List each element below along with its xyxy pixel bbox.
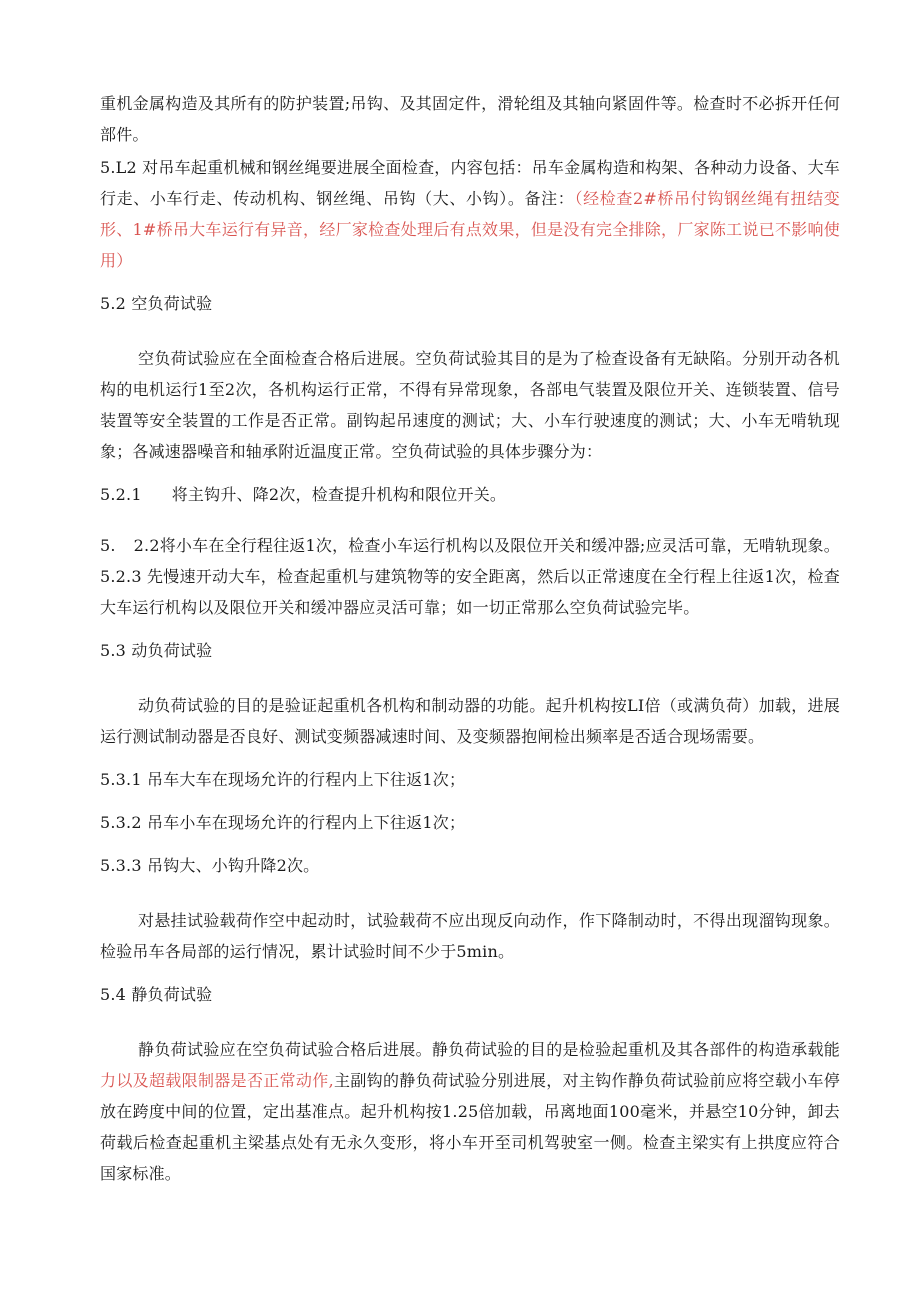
step-5-3-3: 5.3.3 吊钩大、小钩升降2次。 xyxy=(100,856,320,875)
static-load-text-a: 静负荷试验应在空负荷试验合格后进展。静负荷试验的目的是检验起重机及其各部件的构造承载能 xyxy=(138,1040,840,1059)
step-5-3-2: 5.3.2 吊车小车在现场允许的行程内上下往返1次； xyxy=(100,813,466,832)
section-5-1-2 xyxy=(100,152,840,276)
heading-5-4: 5.4 静负荷试验 xyxy=(100,985,213,1004)
paragraph-static-load-test xyxy=(100,1034,840,1189)
step-5-2-1 xyxy=(100,479,840,510)
paragraph-suspended-load: 对悬挂试验载荷作空中起动时，试验载荷不应出现反向动作，作下降制动时，不得出现溜钩现象。检验吊车各局部的运行情况，累计试验时间不少于5min。 xyxy=(100,911,840,961)
step-5-2-3: 5.2.3 先慢速开动大车，检查起重机与建筑物等的安全距离，然后以正常速度在全行程上往返1次，检查大车运行机构以及限位开关和缓冲器应灵活可靠；如一切正常那么空负荷试验完毕。 xyxy=(100,567,840,617)
step-5-2-2-number: 5. xyxy=(100,536,116,555)
step-5-2-2-text: 2.2将小车在全行程往返1次，检查小车运行机构以及限位开关和缓冲器;应灵活可靠，无啃轨现象。 xyxy=(133,536,840,555)
static-load-text-b: 主副钩的静负荷试验分别进展，对主钩作静负荷试验前应将空载小车停放在跨度中间的位置，定出基准点。起升机构按1.25倍加载，吊离地面100毫米，并悬空10分钟，卸去荷载后检查起重机主梁基点处有无永久变形，将小车开至司机驾驶室一侧。检查主梁实有上拱度应符合国家标准。 xyxy=(100,1071,841,1183)
heading-5-2: 5.2 空负荷试验 xyxy=(100,294,213,313)
paragraph-continuation: 重机金属构造及其所有的防护装置;吊钩、及其固定件，滑轮组及其轴向紧固件等。检查时不必拆开任何部件。 xyxy=(100,94,840,144)
heading-5-3: 5.3 动负荷试验 xyxy=(100,641,213,660)
step-5-2-1-number: 5.2.1 xyxy=(100,485,142,504)
inspection-note: （经检查2#桥吊付钩钢丝绳有扭结变形、1#桥吊大车运行有异音，经厂家检查处理后有点效果，但是没有完全排除，厂家陈工说已不影响使用） xyxy=(100,189,840,270)
static-load-highlight: 力以及超载限制器是否正常动作, xyxy=(100,1071,334,1090)
paragraph-no-load-test: 空负荷试验应在全面检查合格后进展。空负荷试验其目的是为了检查设备有无缺陷。分别开动各机构的电机运行1至2次，各机构运行正常，不得有异常现象，各部电气装置及限位开关、连锁装置、信号装置等安全装置的工作是否正常。副钩起吊速度的测试；大、小车行驶速度的测试；大、小车无啃轨现象；各减速器噪音和轴承附近温度正常。空负荷试验的具体步骤分为： xyxy=(100,349,840,461)
step-5-2-1-text: 将主钩升、降2次，检查提升机构和限位开关。 xyxy=(171,485,507,504)
document-page xyxy=(100,88,840,1189)
step-5-3-1: 5.3.1 吊车大车在现场允许的行程内上下往返1次； xyxy=(100,770,466,789)
step-5-2-2 xyxy=(100,530,840,561)
section-5-1-2-text: 5.L2 对吊车起重机械和钢丝绳要进展全面检查，内容包括：吊车金属构造和构架、各种动力设备、大车行走、小车行走、传动机构、钢丝绳、吊钩（大、小钩）。备注： xyxy=(100,158,840,208)
paragraph-dynamic-load-test: 动负荷试验的目的是验证起重机各机构和制动器的功能。起升机构按LI倍（或满负荷）加载，进展运行测试制动器是否良好、测试变频器减速时间、及变频器抱闸检出频率是否适合现场需要。 xyxy=(100,696,840,746)
